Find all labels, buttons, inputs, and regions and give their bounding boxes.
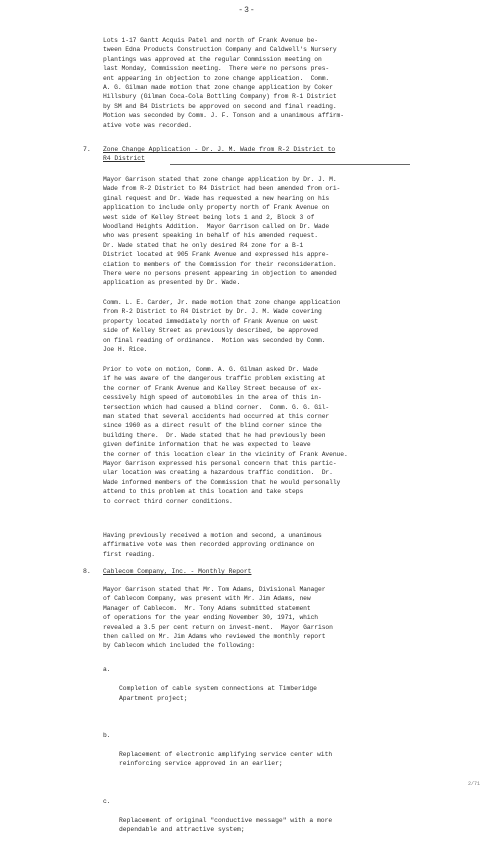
list-item-text: Replacement of original "conductive message" with a more dependable and attractive system; — [119, 816, 333, 834]
list-item-label: b. — [103, 732, 111, 740]
list-item — [103, 656, 473, 722]
page-number: -3- — [238, 6, 256, 15]
list-item-text: Completion of cable system connections at Timberidge Apartment project; — [119, 685, 317, 702]
list-item — [103, 788, 473, 854]
section-8-number: 8. — [83, 568, 91, 575]
heading-rule — [170, 164, 410, 165]
list-item — [103, 722, 473, 788]
paragraph-final-vote: Having previously received a motion and second, a unanimous affirmative vote was then recorded approving ordinance on first reading. — [103, 532, 322, 558]
paragraph-mayor-statement: Mayor Garrison stated that zone change application by Dr. J. M. Wade from R-2 District to R4 District had been amended from ori- ginal request and Dr. Wade has requested a new hearing on his application to include only property north of Frank Avenue on west side of Kelley Street being lots 1 and 2, Block 3 of Woodland Heights Addition. Mayor Garrison called on Dr. Wade who was present speaking in behalf of his amended request. Dr. Wade stated that he only desired R4 zone for a B-1 District located at 905 Frank Avenue and expressed his appre- ciation to members of the Commission for their reconsideration. There were no persons present appearing in objection to amended application as presented by Dr. Wade. — [103, 176, 341, 287]
paragraph-motion: Comm. L. E. Carder, Jr. made motion that zone change application from R-2 District to R4 District by Dr. J. M. Wade covering property located immediately north of Frank Avenue on west side of Kelley Street as previously described, be approved on final reading of ordinance. Motion was seconded by Comm. Joe H. Rice. — [103, 299, 341, 354]
list-item-text: Replacement of electronic amplifying service center with reinforcing service approved in an earlier; — [119, 751, 333, 768]
section-8-heading: Cablecom Company, Inc. - Monthly Report — [103, 568, 252, 575]
paragraph-vote-discussion: Prior to vote on motion, Comm. A. G. Gilman asked Dr. Wade if he was aware of the dangerous traffic problem existing at the corner of Frank Avenue and Kelley Street because of ex- cessively high speed of automobiles in the area of this in- tersection which had caused a blind corner. Comm. G. G. Gil- man stated that several accidents had occurred at this corner since 1960 as a direct result of the blind corner since the building there. Dr. Wade stated that he had previously been given definite information that he was expected to leave the corner of this location clear in the vicinity of Frank Avenue. Mayor Garrison expressed his personal concern that this partic- ular location was creating a hazardous traffic condition. Dr. Wade informed members of the Commission that he would personally attend to this problem at this location and take steps to correct third corner conditions. — [103, 366, 348, 505]
section-7-number: 7. — [83, 146, 91, 153]
paragraph-zone-approval: Lots 1-17 Gantt Acquis Patel and north of Frank Avenue be- tween Edna Products Construction Company and Caldwell's Nursery plantings was approved at the regular Commission meeting on last Monday, Commission meeting. There were no persons pres- ent appearing in objection to zone change application. Comm. A. G. Gilman made motion that zone change application by Coker Hillsbury (Gilman Coca-Cola Bottling Company) from R-1 District by SM and B4 Districts be approved on second and final reading. Motion was seconded by Comm. J. F. Tonson and a unanimous affirm- ative vote was recorded. — [103, 37, 344, 129]
report-items-list — [103, 656, 473, 854]
list-item-label: a. — [103, 666, 111, 674]
section-7-heading: Zone Change Application - Dr. J. M. Wade from R-2 District to R4 District — [103, 146, 336, 163]
paragraph-cablecom-report: Mayor Garrison stated that Mr. Tom Adams, Divisional Manager of Cablecom Company, was present with Mr. Jim Adams, new Manager of Cablecom. Mr. Tony Adams submitted statement of operations for the year ending November 30, 1971, which revealed a 3.5 per cent return on invest-ment. Mayor Garrison then called on Mr. Jim Adams who reviewed the monthly report by Cablecom which included the following: — [103, 586, 333, 650]
list-item-label: c. — [103, 798, 111, 806]
corner-mark: 2/71 — [468, 781, 481, 787]
